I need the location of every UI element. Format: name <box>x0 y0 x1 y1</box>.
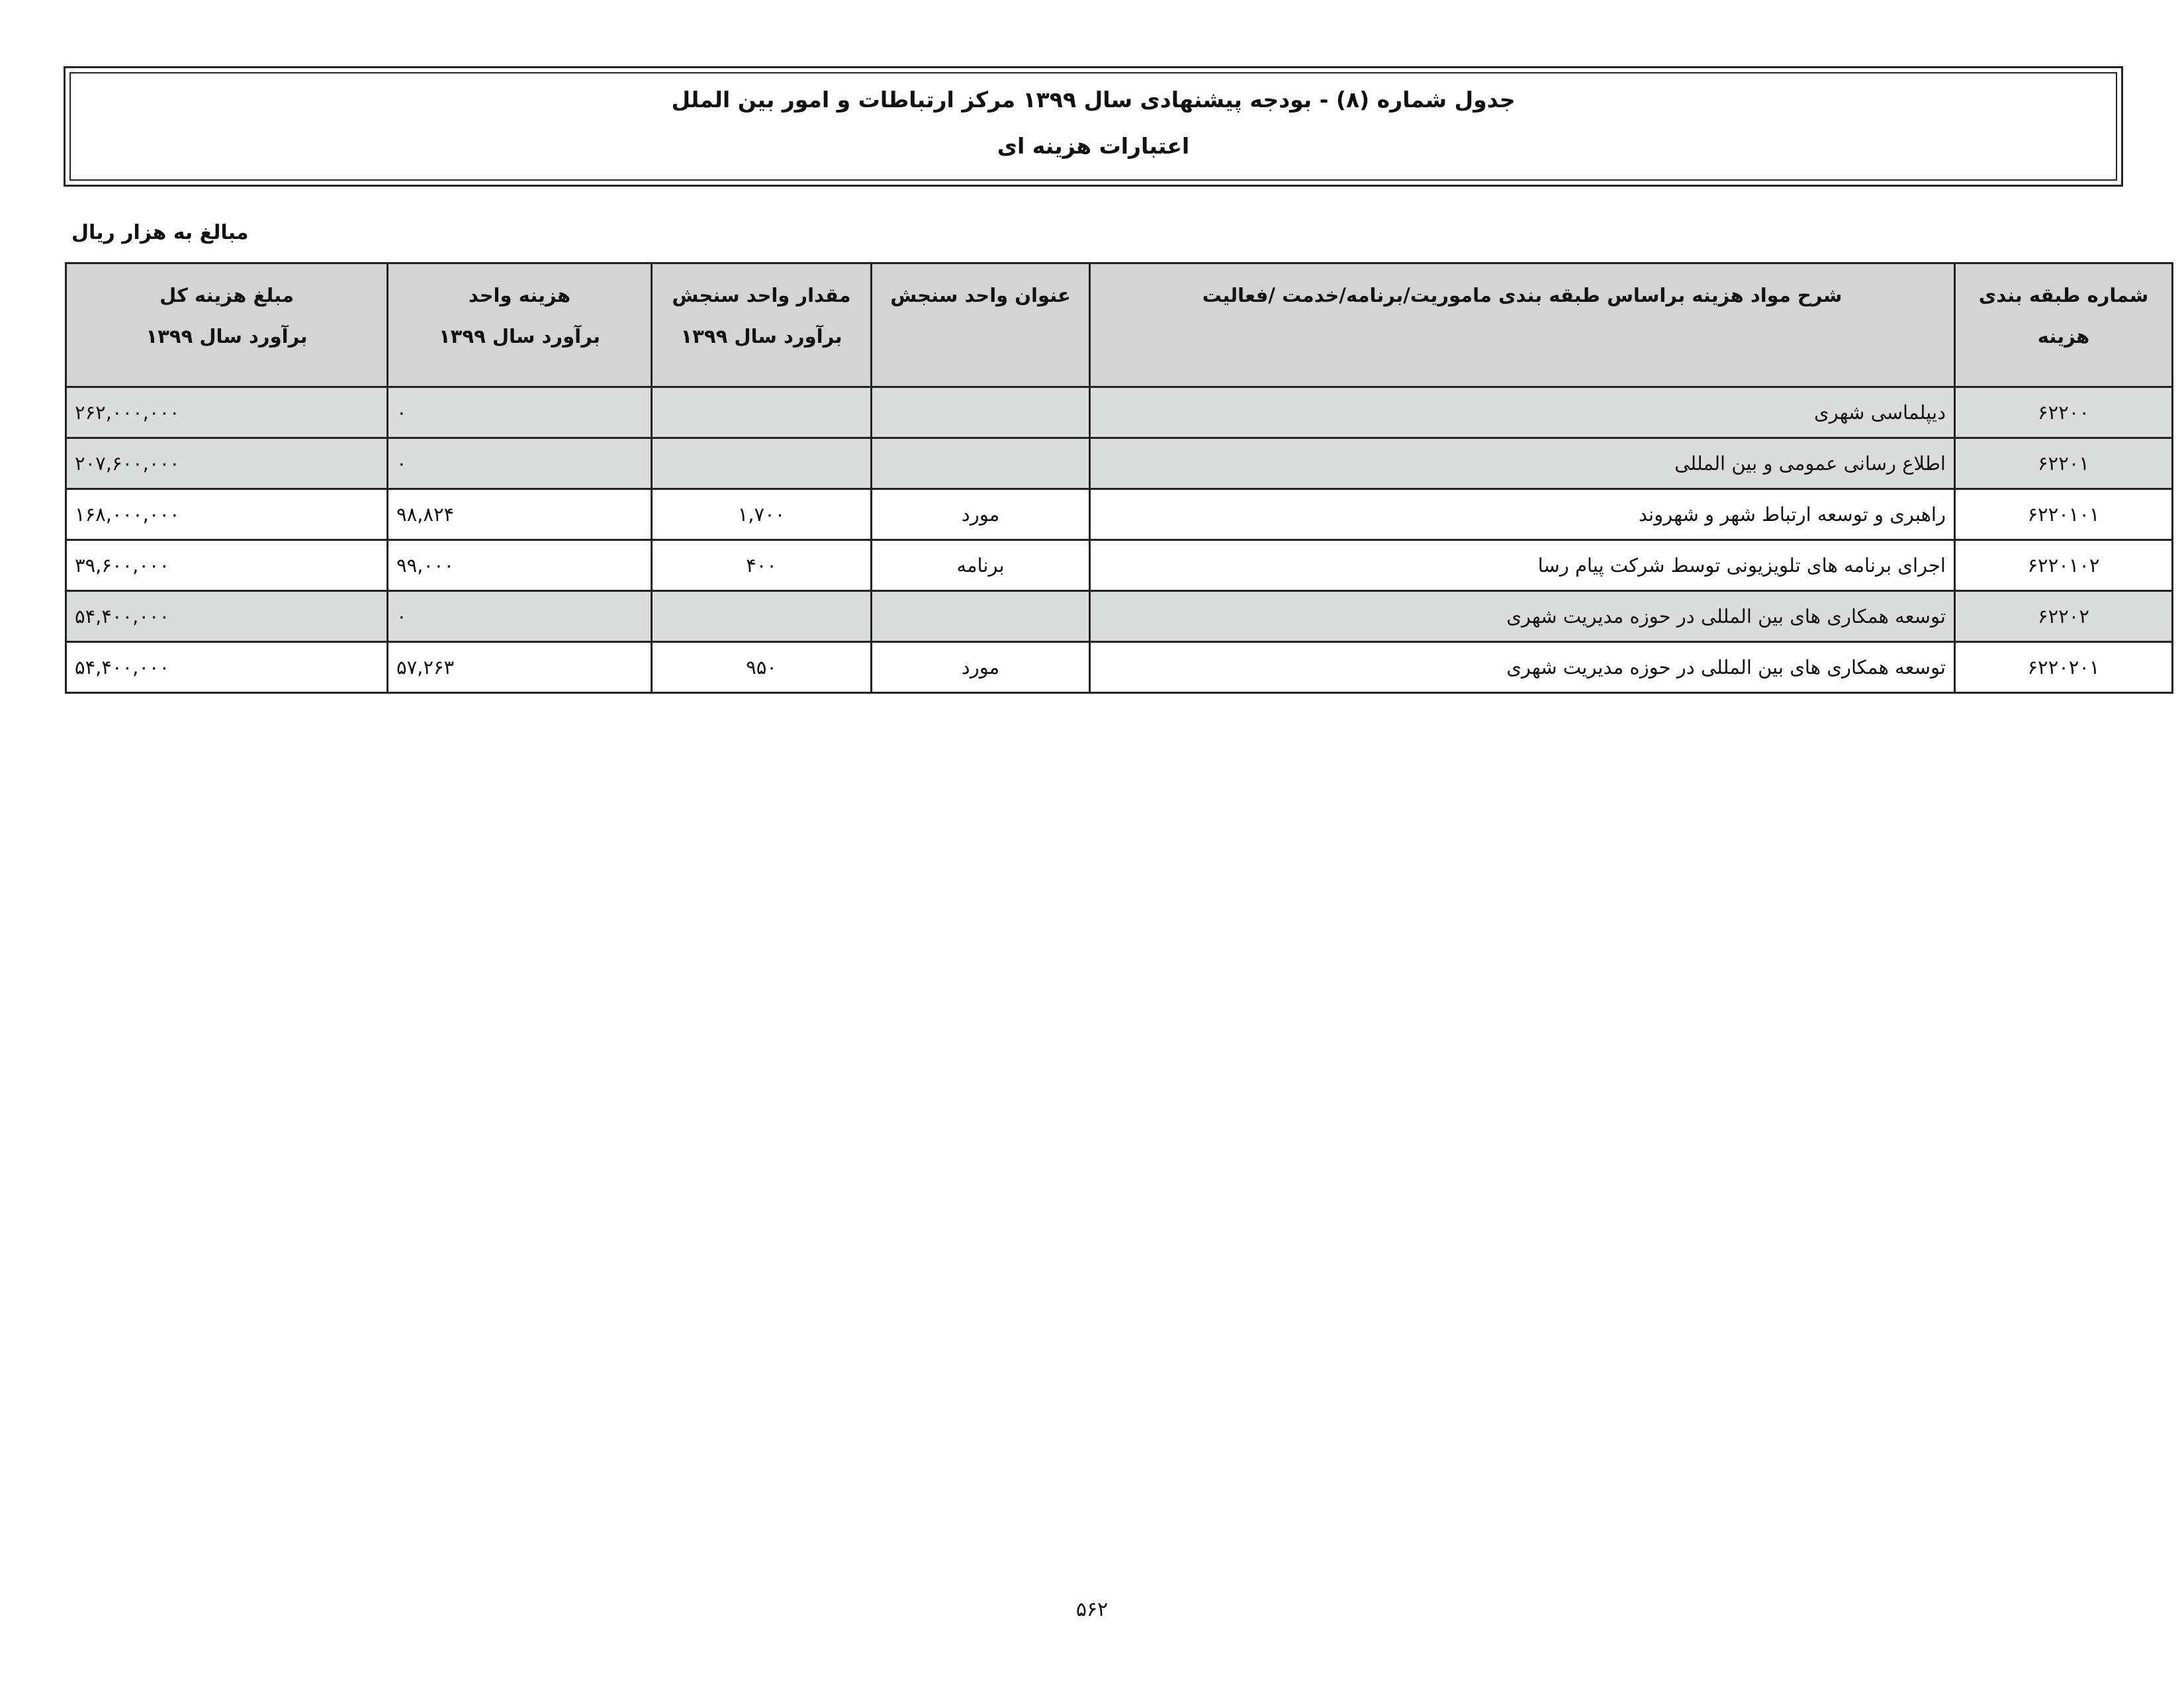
cell-unit-cost: ۰ <box>388 591 652 642</box>
cell-quantity: ۴۰۰ <box>652 540 872 591</box>
cell-quantity: ۹۵۰ <box>652 642 872 693</box>
table-row <box>66 438 2173 489</box>
cell-unit-title <box>872 387 1090 438</box>
table-row <box>66 489 2173 540</box>
cell-unit-title: برنامه <box>872 540 1090 591</box>
page-number: ۵۶۲ <box>1075 1598 1109 1621</box>
header-unit-cost: هزینه واحد برآورد سال ۱۳۹۹ <box>388 263 652 387</box>
cell-code: ۶۲۲۰۲ <box>1955 591 2173 642</box>
cell-unit-cost: ۹۸,۸۲۴ <box>388 489 652 540</box>
header-unit-title: عنوان واحد سنجش <box>872 263 1090 387</box>
cell-unit-title <box>872 591 1090 642</box>
cell-description: توسعه همکاری های بین المللی در حوزه مدیریت شهری <box>1090 642 1955 693</box>
cell-total: ۵۴,۴۰۰,۰۰۰ <box>66 642 388 693</box>
cell-unit-title: مورد <box>872 489 1090 540</box>
cell-unit-cost: ۵۷,۲۶۳ <box>388 642 652 693</box>
cell-description: راهبری و توسعه ارتباط شهر و شهروند <box>1090 489 1955 540</box>
document-title: جدول شماره (۸) - بودجه پیشنهادی سال ۱۳۹۹ مرکز ارتباطات و امور بین الملل <box>671 87 1516 113</box>
cell-quantity <box>652 387 872 438</box>
cell-unit-title: مورد <box>872 642 1090 693</box>
budget-table <box>65 262 2173 694</box>
cell-total: ۵۴,۴۰۰,۰۰۰ <box>66 591 388 642</box>
cell-code: ۶۲۲۰۱۰۱ <box>1955 489 2173 540</box>
table-row <box>66 642 2173 693</box>
header-quantity: مقدار واحد سنجش برآورد سال ۱۳۹۹ <box>652 263 872 387</box>
cell-unit-cost: ۰ <box>388 387 652 438</box>
cell-code: ۶۲۲۰۱ <box>1955 438 2173 489</box>
document-subtitle: اعتبارات هزینه ای <box>997 133 1190 159</box>
cell-code: ۶۲۲۰۰ <box>1955 387 2173 438</box>
cell-unit-cost: ۰ <box>388 438 652 489</box>
header-total-cost: مبلغ هزینه کل برآورد سال ۱۳۹۹ <box>66 263 388 387</box>
table-row <box>66 387 2173 438</box>
cell-total: ۲۶۲,۰۰۰,۰۰۰ <box>66 387 388 438</box>
header-classification-code: شماره طبقه بندی هزینه <box>1955 263 2173 387</box>
cell-total: ۱۶۸,۰۰۰,۰۰۰ <box>66 489 388 540</box>
cell-description: توسعه همکاری های بین المللی در حوزه مدیریت شهری <box>1090 591 1955 642</box>
table-header-row <box>66 263 2173 387</box>
cell-description: اجرای برنامه های تلویزیونی توسط شرکت پیام رسا <box>1090 540 1955 591</box>
cell-unit-cost: ۹۹,۰۰۰ <box>388 540 652 591</box>
cell-unit-title <box>872 438 1090 489</box>
cell-code: ۶۲۲۰۲۰۱ <box>1955 642 2173 693</box>
cell-quantity <box>652 438 872 489</box>
cell-total: ۳۹,۶۰۰,۰۰۰ <box>66 540 388 591</box>
title-box <box>64 66 2123 187</box>
cell-description: اطلاع رسانی عمومی و بین المللی <box>1090 438 1955 489</box>
cell-quantity: ۱,۷۰۰ <box>652 489 872 540</box>
cell-quantity <box>652 591 872 642</box>
cell-total: ۲۰۷,۶۰۰,۰۰۰ <box>66 438 388 489</box>
table-row <box>66 540 2173 591</box>
cell-description: دیپلماسی شهری <box>1090 387 1955 438</box>
currency-unit-note: مبالغ به هزار ریال <box>71 221 249 244</box>
table-row <box>66 591 2173 642</box>
header-description: شرح مواد هزینه براساس طبقه بندی ماموریت/برنامه/خدمت /فعالیت <box>1090 263 1955 387</box>
cell-code: ۶۲۲۰۱۰۲ <box>1955 540 2173 591</box>
